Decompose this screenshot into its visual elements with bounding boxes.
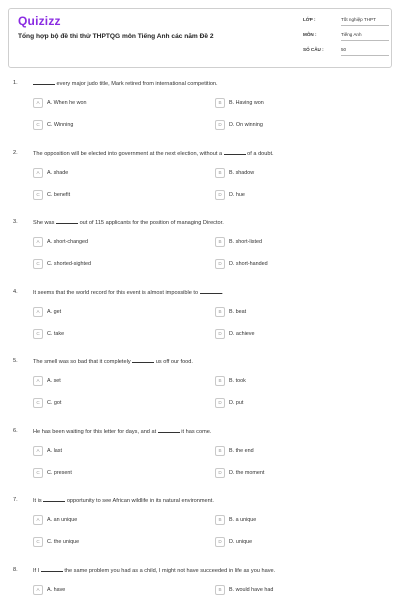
question-item	[0, 150, 400, 210]
option-letter-box[interactable]: C	[33, 190, 43, 200]
option-letter-box[interactable]: D	[215, 537, 225, 547]
option-text: C. got	[47, 400, 62, 406]
question-number: 8.	[13, 566, 18, 573]
meta-divider	[341, 40, 389, 41]
meta-divider	[341, 25, 389, 26]
meta-value: Tiếng Anh	[341, 32, 362, 37]
option-letter-box[interactable]: C	[33, 259, 43, 269]
option-text: B. a unique	[229, 517, 257, 523]
question-text	[33, 497, 214, 504]
meta-divider	[341, 55, 389, 56]
question-text-after-blank: us off our food.	[154, 359, 193, 365]
option-letter-box[interactable]: A	[33, 98, 43, 108]
meta-label: SỐ CÂU :	[303, 47, 324, 52]
question-text-after-blank: out of 115 applicants for the position of managing Director.	[78, 220, 224, 226]
question-text	[33, 289, 223, 296]
question-item	[0, 289, 400, 349]
question-text	[33, 567, 275, 574]
option-letter-box[interactable]: A	[33, 237, 43, 247]
option-text: B. Having won	[229, 100, 264, 106]
meta-class-row	[303, 14, 389, 29]
option-text: B. the end	[229, 447, 254, 454]
answer-blank	[224, 150, 246, 155]
question-number: 7.	[13, 497, 18, 503]
option-text: D. unique	[229, 539, 253, 545]
option-text: B. short-listed	[229, 239, 262, 245]
option-letter-box[interactable]: B	[215, 515, 225, 525]
option-letter-box[interactable]: A	[33, 585, 43, 595]
option-text: D. achieve	[229, 330, 255, 337]
option-letter-box[interactable]: B	[215, 307, 225, 317]
question-text-after-blank: it has come.	[179, 428, 212, 435]
option-text: C. present	[47, 469, 72, 476]
option-text: B. beat	[229, 308, 247, 315]
question-text-before-blank: She was	[33, 220, 57, 226]
option-text: A. short-changed	[47, 239, 89, 245]
option-text: C. the unique	[47, 539, 80, 545]
option-letter-box[interactable]: D	[215, 329, 225, 339]
option-letter-box[interactable]: D	[215, 190, 225, 200]
option-text: C. Winning	[47, 122, 74, 128]
worksheet-header	[8, 8, 392, 68]
question-text	[33, 428, 211, 435]
answer-blank	[43, 497, 65, 502]
option-text: B. took	[229, 378, 246, 384]
option-letter-box[interactable]: B	[215, 585, 225, 595]
answer-blank	[132, 358, 154, 363]
question-text-before-blank: It is	[33, 498, 44, 504]
question-item	[0, 428, 400, 488]
question-text-after-blank: every major judo title, Mark retired from international competition.	[55, 81, 218, 87]
option-text: D. hue	[229, 191, 245, 198]
option-letter-box[interactable]: B	[215, 168, 225, 178]
answer-blank	[41, 567, 63, 572]
answer-blank	[33, 80, 55, 85]
option-text: C. take	[47, 330, 65, 337]
option-letter-box[interactable]: B	[215, 237, 225, 247]
question-text-after-blank: opportunity to see African wildlife in its natural environment.	[65, 498, 214, 504]
answer-blank	[200, 289, 222, 294]
question-number: 3.	[13, 219, 18, 225]
question-number: 1.	[13, 80, 18, 86]
question-text-before-blank: If I	[33, 567, 41, 574]
answer-blank	[56, 219, 78, 224]
option-letter-box[interactable]: A	[33, 446, 43, 456]
option-text: D. put	[229, 400, 244, 406]
question-number: 2.	[13, 149, 18, 156]
option-text: A. an unique	[47, 517, 78, 523]
meta-value: 50	[341, 47, 347, 52]
meta-count-row	[303, 44, 389, 59]
question-item	[0, 358, 400, 418]
question-number: 4.	[13, 288, 18, 295]
option-letter-box[interactable]: C	[33, 468, 43, 478]
worksheet-meta	[303, 14, 389, 59]
option-letter-box[interactable]: D	[215, 120, 225, 130]
question-item	[0, 80, 400, 140]
option-letter-box[interactable]: A	[33, 307, 43, 317]
question-text	[33, 219, 224, 226]
option-text: A. When he won	[47, 100, 87, 106]
option-text: C. benefit	[47, 191, 71, 198]
option-letter-box[interactable]: D	[215, 398, 225, 408]
question-text-after-blank: the same problem you had as a child, I might not have succeeded in life as you have.	[62, 567, 276, 574]
question-text	[33, 80, 218, 87]
option-letter-box[interactable]: B	[215, 446, 225, 456]
question-number: 5.	[13, 358, 18, 364]
option-text: D. short-handed	[229, 261, 268, 267]
option-letter-box[interactable]: D	[215, 468, 225, 478]
meta-subject-row	[303, 29, 389, 44]
option-text: D. On winning	[229, 122, 263, 128]
option-letter-box[interactable]: B	[215, 98, 225, 108]
option-letter-box[interactable]: B	[215, 376, 225, 386]
question-item	[0, 567, 400, 600]
question-text-after-blank: of a doubt.	[245, 150, 274, 157]
question-item	[0, 497, 400, 557]
question-text-after-blank: .	[221, 289, 224, 296]
option-letter-box[interactable]: A	[33, 168, 43, 178]
meta-value: Tốt nghiệp THPT	[341, 17, 376, 22]
option-letter-box[interactable]: C	[33, 120, 43, 130]
option-letter-box[interactable]: C	[33, 329, 43, 339]
option-text: B. shadow	[229, 169, 255, 176]
option-text: A. shade	[47, 169, 69, 176]
meta-label: MÔN :	[303, 32, 317, 37]
question-text-before-blank: He has been waiting for this letter for days, and at	[33, 428, 158, 435]
question-text	[33, 358, 193, 365]
option-letter-box[interactable]: D	[215, 259, 225, 269]
answer-blank	[158, 428, 180, 433]
meta-label: LỚP :	[303, 17, 316, 22]
question-text-before-blank: It seems that the world record for this event is almost impossible to	[33, 289, 200, 296]
option-text: A. last	[47, 447, 62, 454]
option-letter-box[interactable]: A	[33, 515, 43, 525]
option-text: C. shorted-sighted	[47, 261, 92, 267]
question-number: 6.	[13, 427, 18, 434]
question-text-before-blank: The opposition will be elected into government at the next election, without a	[33, 150, 224, 157]
option-text: A. have	[47, 586, 66, 593]
question-text	[33, 150, 274, 157]
option-letter-box[interactable]: C	[33, 537, 43, 547]
option-letter-box[interactable]: C	[33, 398, 43, 408]
option-text: D. the moment	[229, 469, 265, 476]
option-letter-box[interactable]: A	[33, 376, 43, 386]
question-item	[0, 219, 400, 279]
worksheet-title: Tổng hợp bộ đề thi thử THPTQG môn Tiếng Anh các năm Đề 2	[18, 33, 214, 40]
quizizz-logo: Quizizz	[18, 14, 61, 28]
option-text: B. would have had	[229, 586, 274, 593]
option-text: A. set	[47, 378, 61, 384]
option-text: A. get	[47, 308, 62, 315]
question-text-before-blank: The smell was so bad that it completely	[33, 359, 133, 365]
